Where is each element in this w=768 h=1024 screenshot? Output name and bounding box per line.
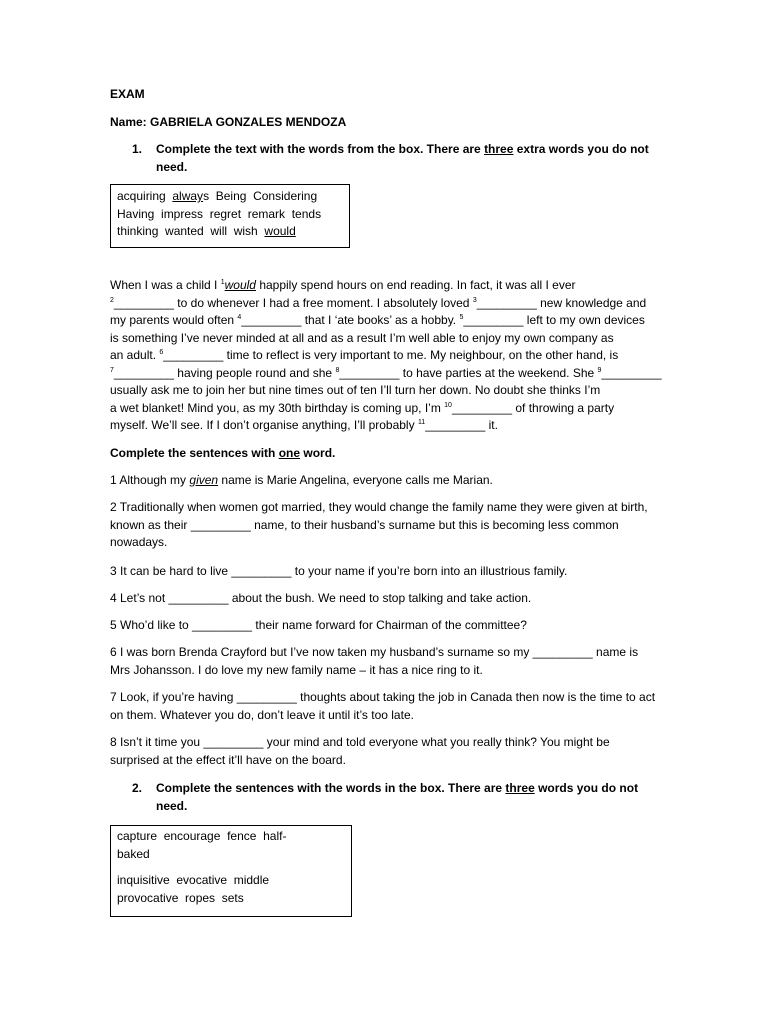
answer-given: given bbox=[189, 473, 219, 487]
sentence-2: 2 Traditionally when women got married, they would change the family name they were given at birth, known as their _________ name, to their husband’s surname but this is becoming less common nowadays. bbox=[110, 500, 648, 549]
section1-number: 1. bbox=[132, 142, 143, 156]
sentence-1: 1 Although my given name is Marie Angelina, everyone calls me Marian. bbox=[110, 473, 493, 487]
passage-line-2: $^2$_________ to do whenever I had a free moment. I absolutely loved $^3$_________ new knowledge and bbox=[110, 295, 647, 310]
passage-line-1: When I was a child I $^1$would happily spend hours on end reading. In fact, it was all I ever bbox=[110, 278, 576, 292]
sentence-3: 3 It can be hard to live _________ to your name if you’re born into an illustrious family. bbox=[110, 564, 568, 578]
sentence-4: 4 Let’s not _________ about the bush. We need to stop talking and take action. bbox=[110, 591, 532, 605]
passage-line-6: $^7$_________ having people round and she $^8$_________ to have parties at the weekend. She $^9$_________ bbox=[110, 365, 662, 380]
word-box-1-line-1: acquiring always Being Considering bbox=[117, 189, 318, 203]
section1-instruction-text: Complete the text with the words from the box. There are three extra words you do not need. bbox=[156, 142, 649, 174]
passage-line-8: a wet blanket! Mind you, as my 30th birthday is coming up, I’m $^{10}$_________ of throwing a party bbox=[110, 400, 615, 415]
sentence-7: 7 Look, if you’re having _________ thoughts about taking the job in Canada then now is the time to act on them. Whatever you do, don’t leave it until it’s too late. bbox=[110, 690, 656, 722]
word-box-1-line-3: thinking wanted will wish would bbox=[117, 224, 296, 238]
word-box-2-line-4: provocative ropes sets bbox=[117, 890, 244, 905]
answer-1: would bbox=[224, 278, 256, 292]
passage-line-3: my parents would often $^4$_________ that I ‘ate books’ as a hobby. $^5$_________ left to my own devices bbox=[110, 313, 645, 327]
word-box-2 bbox=[110, 825, 352, 917]
word-box-2-line-2: baked bbox=[117, 846, 150, 861]
word-box-2-line-3: inquisitive evocative middle bbox=[117, 873, 270, 887]
passage-line-7: usually ask me to join her but nine times out of ten I’ll turn her down. No doubt she thinks I’m bbox=[110, 383, 601, 397]
reading-passage bbox=[110, 277, 662, 435]
subsection-instruction: Complete the sentences with one word. bbox=[110, 446, 336, 460]
word-box-1 bbox=[110, 184, 350, 248]
passage-line-5: an adult. $^6$_________ time to reflect is very important to me. My neighbour, on the other hand, is bbox=[110, 348, 619, 362]
section2-number: 2. bbox=[132, 781, 143, 795]
section1-instruction bbox=[132, 141, 660, 176]
word-box-2-line-1: capture encourage fence half- bbox=[117, 829, 287, 843]
section2-instruction bbox=[132, 780, 660, 815]
sentence-5: 5 Who’d like to _________ their name forward for Chairman of the committee? bbox=[110, 618, 527, 632]
passage-line-4: is something I’ve never minded at all and as a result I’m well able to enjoy my own company as bbox=[110, 330, 614, 345]
student-name: Name: GABRIELA GONZALES MENDOZA bbox=[110, 115, 347, 129]
exam-title: EXAM bbox=[110, 87, 145, 101]
word-box-1-line-2: Having impress regret remark tends bbox=[117, 206, 322, 221]
passage-line-9: myself. We’ll see. If I don’t organise anything, I’ll probably $^{11}$_________ it. bbox=[110, 418, 498, 432]
sentence-8: 8 Isn’t it time you _________ your mind and told everyone what you really think? You might be surprised at the effect it’ll have on the board. bbox=[110, 735, 610, 767]
sentence-6: 6 I was born Brenda Crayford but I’ve now taken my husband’s surname so my _________ name is Mrs Johansson. I do love my new family name – it has a nice ring to it. bbox=[110, 645, 639, 677]
section2-instruction-text: Complete the sentences with the words in the box. There are three words you do not need. bbox=[156, 781, 639, 813]
